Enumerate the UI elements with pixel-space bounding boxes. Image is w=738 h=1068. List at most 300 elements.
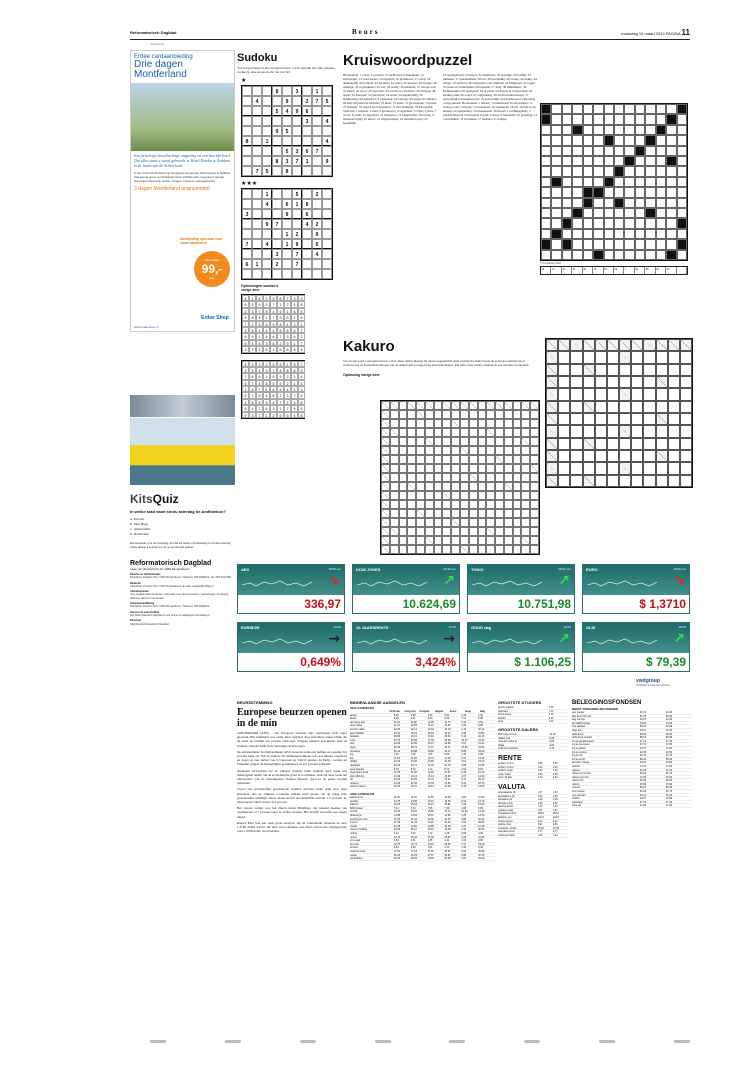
crossword-solution-cell[interactable]: 19 (635, 267, 645, 274)
advert-url[interactable]: www.erdeeshop.nl (134, 325, 159, 329)
crossword-cell[interactable] (656, 166, 666, 176)
kakuro-cell[interactable] (570, 475, 582, 487)
crossword-cell[interactable] (604, 156, 614, 166)
crossword-cell[interactable] (614, 156, 624, 166)
kakuro-cell[interactable] (595, 462, 607, 474)
crossword-cell[interactable] (624, 218, 634, 228)
crossword-cell[interactable] (541, 229, 551, 239)
crossword-cell[interactable] (551, 187, 561, 197)
kakuro-cell[interactable] (631, 425, 643, 437)
kakuro-cell[interactable] (619, 413, 631, 425)
kakuro-cell[interactable] (619, 401, 631, 413)
crossword-cell[interactable] (635, 250, 645, 260)
kakuro-cell[interactable] (570, 462, 582, 474)
kakuro-cell[interactable] (570, 438, 582, 450)
crossword-cell[interactable] (614, 187, 624, 197)
crossword-cell[interactable] (572, 156, 582, 166)
kakuro-cell[interactable] (643, 462, 655, 474)
crossword-cell[interactable] (645, 187, 655, 197)
crossword-cell[interactable] (645, 229, 655, 239)
crossword-cell[interactable] (624, 125, 634, 135)
kakuro-cell[interactable] (607, 438, 619, 450)
kakuro-cell[interactable] (607, 425, 619, 437)
crossword-cell[interactable] (604, 125, 614, 135)
crossword-cell[interactable] (572, 198, 582, 208)
crossword-cell[interactable] (677, 166, 687, 176)
crossword-cell[interactable] (614, 135, 624, 145)
crossword-cell[interactable] (593, 208, 603, 218)
kakuro-cell[interactable] (680, 450, 692, 462)
kakuro-cell[interactable] (583, 388, 595, 400)
crossword-cell[interactable] (666, 198, 676, 208)
kakuro-cell[interactable] (595, 351, 607, 363)
kakuro-cell[interactable] (656, 475, 668, 487)
crossword-cell[interactable] (551, 125, 561, 135)
kakuro-cell[interactable] (680, 425, 692, 437)
kakuro-cell[interactable] (680, 438, 692, 450)
crossword-cell[interactable] (635, 114, 645, 124)
crossword-cell[interactable] (593, 198, 603, 208)
crossword-cell[interactable] (624, 208, 634, 218)
kakuro-cell[interactable] (595, 364, 607, 376)
kakuro-cell[interactable] (656, 388, 668, 400)
crossword-cell[interactable] (604, 250, 614, 260)
kakuro-cell[interactable] (583, 462, 595, 474)
kakuro-cell[interactable] (656, 401, 668, 413)
crossword-cell[interactable] (562, 198, 572, 208)
kakuro-cell[interactable] (570, 351, 582, 363)
crossword-cell[interactable] (645, 250, 655, 260)
crossword-solution-cell[interactable] (677, 267, 687, 274)
kakuro-cell[interactable] (570, 413, 582, 425)
kakuro-cell[interactable] (668, 425, 680, 437)
kakuro-cell[interactable] (583, 376, 595, 388)
crossword-cell[interactable] (614, 250, 624, 260)
kakuro-cell[interactable] (619, 475, 631, 487)
crossword-cell[interactable] (645, 125, 655, 135)
crossword-cell[interactable] (677, 250, 687, 260)
crossword-cell[interactable] (656, 135, 666, 145)
crossword-cell[interactable] (614, 208, 624, 218)
crossword-cell[interactable] (645, 239, 655, 249)
kakuro-cell[interactable] (558, 364, 570, 376)
kakuro-cell[interactable] (619, 376, 631, 388)
crossword-solution-cell[interactable]: 13 (666, 267, 676, 274)
kakuro-cell[interactable] (668, 438, 680, 450)
advertisement[interactable] (130, 50, 235, 332)
crossword-cell[interactable] (624, 135, 634, 145)
crossword-cell[interactable] (541, 187, 551, 197)
market-tile[interactable] (582, 564, 690, 614)
crossword-cell[interactable] (593, 166, 603, 176)
kakuro-cell[interactable] (656, 462, 668, 474)
crossword-cell[interactable] (604, 104, 614, 114)
crossword-cell[interactable] (541, 156, 551, 166)
crossword-cell[interactable] (614, 229, 624, 239)
kakuro-cell[interactable] (570, 401, 582, 413)
crossword-cell[interactable] (551, 104, 561, 114)
kakuro-cell[interactable] (656, 438, 668, 450)
kakuro-cell[interactable] (558, 450, 570, 462)
kakuro-cell[interactable] (643, 438, 655, 450)
crossword-cell[interactable] (635, 177, 645, 187)
crossword-cell[interactable] (656, 146, 666, 156)
kakuro-cell[interactable] (583, 425, 595, 437)
kakuro-cell[interactable] (643, 475, 655, 487)
crossword-cell[interactable] (635, 198, 645, 208)
sudoku-grid-easy[interactable] (241, 85, 333, 177)
market-tile[interactable] (467, 564, 575, 614)
crossword-cell[interactable] (666, 218, 676, 228)
kakuro-cell[interactable] (631, 438, 643, 450)
crossword-cell[interactable] (583, 229, 593, 239)
kakuro-cell[interactable] (668, 376, 680, 388)
kakuro-cell[interactable] (668, 413, 680, 425)
kakuro-cell[interactable] (558, 462, 570, 474)
crossword-cell[interactable] (635, 187, 645, 197)
kakuro-cell[interactable] (631, 364, 643, 376)
crossword-cell[interactable] (614, 146, 624, 156)
kakuro-cell[interactable] (583, 450, 595, 462)
crossword-cell[interactable] (572, 146, 582, 156)
kakuro-cell[interactable] (558, 351, 570, 363)
crossword-cell[interactable] (614, 239, 624, 249)
crossword-cell[interactable] (572, 218, 582, 228)
crossword-cell[interactable] (541, 250, 551, 260)
crossword-cell[interactable] (624, 114, 634, 124)
crossword-cell[interactable] (551, 156, 561, 166)
crossword-cell[interactable] (624, 198, 634, 208)
crossword-cell[interactable] (645, 156, 655, 166)
crossword-cell[interactable] (645, 104, 655, 114)
crossword-cell[interactable] (656, 229, 666, 239)
crossword-cell[interactable] (624, 104, 634, 114)
crossword-cell[interactable] (624, 166, 634, 176)
crossword-cell[interactable] (656, 177, 666, 187)
crossword-cell[interactable] (572, 187, 582, 197)
kakuro-cell[interactable] (607, 351, 619, 363)
kakuro-cell[interactable] (570, 425, 582, 437)
crossword-cell[interactable] (635, 208, 645, 218)
crossword-cell[interactable] (666, 166, 676, 176)
crossword-cell[interactable] (551, 250, 561, 260)
crossword-cell[interactable] (562, 229, 572, 239)
kakuro-cell[interactable] (583, 413, 595, 425)
crossword-cell[interactable] (635, 166, 645, 176)
kakuro-cell[interactable] (656, 364, 668, 376)
crossword-solution-cell[interactable]: 65 (645, 267, 655, 274)
crossword-cell[interactable] (551, 208, 561, 218)
crossword-cell[interactable] (541, 125, 551, 135)
kakuro-cell[interactable] (631, 376, 643, 388)
kakuro-cell[interactable] (558, 425, 570, 437)
crossword-cell[interactable] (541, 218, 551, 228)
crossword-cell[interactable] (562, 146, 572, 156)
crossword-cell[interactable] (645, 146, 655, 156)
crossword-cell[interactable] (666, 125, 676, 135)
crossword-cell[interactable] (593, 135, 603, 145)
crossword-solution-strip[interactable] (540, 266, 688, 275)
crossword-cell[interactable] (562, 187, 572, 197)
crossword-cell[interactable] (614, 114, 624, 124)
crossword-cell[interactable] (541, 135, 551, 145)
kakuro-cell[interactable] (607, 450, 619, 462)
crossword-cell[interactable] (624, 177, 634, 187)
crossword-cell[interactable] (583, 250, 593, 260)
crossword-cell[interactable] (604, 198, 614, 208)
kakuro-cell[interactable] (631, 388, 643, 400)
crossword-cell[interactable] (614, 177, 624, 187)
crossword-cell[interactable] (635, 239, 645, 249)
crossword-cell[interactable] (656, 156, 666, 166)
crossword-cell[interactable] (583, 125, 593, 135)
crossword-cell[interactable] (583, 208, 593, 218)
crossword-cell[interactable] (624, 239, 634, 249)
crossword-cell[interactable] (656, 250, 666, 260)
crossword-cell[interactable] (583, 146, 593, 156)
crossword-cell[interactable] (635, 135, 645, 145)
crossword-cell[interactable] (562, 125, 572, 135)
crossword-cell[interactable] (656, 208, 666, 218)
crossword-cell[interactable] (677, 187, 687, 197)
crossword-cell[interactable] (604, 166, 614, 176)
kakuro-cell[interactable] (680, 376, 692, 388)
crossword-cell[interactable] (583, 177, 593, 187)
crossword-cell[interactable] (624, 146, 634, 156)
kakuro-cell[interactable] (619, 450, 631, 462)
crossword-cell[interactable] (614, 104, 624, 114)
crossword-cell[interactable] (541, 198, 551, 208)
crossword-cell[interactable] (677, 156, 687, 166)
kakuro-cell[interactable] (668, 450, 680, 462)
crossword-cell[interactable] (583, 239, 593, 249)
crossword-cell[interactable] (677, 114, 687, 124)
kakuro-cell[interactable] (668, 364, 680, 376)
crossword-cell[interactable] (656, 114, 666, 124)
crossword-cell[interactable] (645, 114, 655, 124)
kakuro-cell[interactable] (643, 401, 655, 413)
kakuro-cell[interactable] (631, 450, 643, 462)
kakuro-cell[interactable] (643, 364, 655, 376)
crossword-cell[interactable] (677, 125, 687, 135)
crossword-cell[interactable] (593, 104, 603, 114)
crossword-cell[interactable] (593, 239, 603, 249)
crossword-cell[interactable] (593, 177, 603, 187)
kakuro-cell[interactable] (680, 475, 692, 487)
crossword-cell[interactable] (604, 146, 614, 156)
kakuro-cell[interactable] (680, 364, 692, 376)
kakuro-cell[interactable] (607, 364, 619, 376)
crossword-cell[interactable] (551, 198, 561, 208)
crossword-cell[interactable] (562, 135, 572, 145)
kakuro-cell[interactable] (631, 475, 643, 487)
crossword-cell[interactable] (614, 218, 624, 228)
crossword-cell[interactable] (635, 125, 645, 135)
kakuro-cell[interactable] (595, 450, 607, 462)
crossword-cell[interactable] (593, 125, 603, 135)
kakuro-grid[interactable] (545, 338, 693, 488)
crossword-cell[interactable] (562, 166, 572, 176)
kakuro-cell[interactable] (668, 401, 680, 413)
kakuro-cell[interactable] (643, 351, 655, 363)
market-tile[interactable] (237, 622, 345, 672)
crossword-cell[interactable] (551, 146, 561, 156)
kakuro-cell[interactable] (680, 413, 692, 425)
crossword-cell[interactable] (562, 104, 572, 114)
crossword-cell[interactable] (572, 177, 582, 187)
crossword-cell[interactable] (645, 177, 655, 187)
crossword-cell[interactable] (645, 166, 655, 176)
crossword-grid[interactable] (540, 103, 688, 261)
crossword-cell[interactable] (656, 187, 666, 197)
crossword-cell[interactable] (562, 114, 572, 124)
crossword-cell[interactable] (666, 135, 676, 145)
kakuro-cell[interactable] (643, 388, 655, 400)
crossword-cell[interactable] (645, 198, 655, 208)
crossword-cell[interactable] (624, 187, 634, 197)
kakuro-cell[interactable] (643, 376, 655, 388)
crossword-cell[interactable] (604, 218, 614, 228)
kakuro-cell[interactable] (595, 425, 607, 437)
crossword-cell[interactable] (541, 177, 551, 187)
kakuro-cell[interactable] (595, 413, 607, 425)
crossword-solution-cell[interactable]: 31 (572, 267, 582, 274)
kakuro-cell[interactable] (607, 413, 619, 425)
market-tile[interactable] (582, 622, 690, 672)
sudoku-grid-hard[interactable] (241, 188, 333, 280)
crossword-cell[interactable] (604, 208, 614, 218)
crossword-solution-cell[interactable]: 60 (614, 267, 624, 274)
kakuro-cell[interactable] (680, 462, 692, 474)
crossword-cell[interactable] (666, 229, 676, 239)
kakuro-cell[interactable] (680, 351, 692, 363)
kakuro-cell[interactable] (607, 376, 619, 388)
crossword-cell[interactable] (635, 218, 645, 228)
crossword-solution-cell[interactable]: 17 (551, 267, 561, 274)
crossword-cell[interactable] (583, 135, 593, 145)
crossword-cell[interactable] (562, 250, 572, 260)
crossword-cell[interactable] (551, 239, 561, 249)
kakuro-cell[interactable] (570, 376, 582, 388)
kakuro-cell[interactable] (607, 388, 619, 400)
crossword-cell[interactable] (656, 218, 666, 228)
crossword-cell[interactable] (677, 177, 687, 187)
crossword-cell[interactable] (624, 250, 634, 260)
crossword-cell[interactable] (604, 114, 614, 124)
crossword-cell[interactable] (677, 135, 687, 145)
kakuro-cell[interactable] (680, 401, 692, 413)
kakuro-cell[interactable] (680, 388, 692, 400)
crossword-cell[interactable] (562, 208, 572, 218)
crossword-cell[interactable] (562, 177, 572, 187)
crossword-cell[interactable] (645, 218, 655, 228)
crossword-cell[interactable] (666, 208, 676, 218)
kakuro-cell[interactable] (595, 438, 607, 450)
kakuro-cell[interactable] (570, 364, 582, 376)
crossword-cell[interactable] (593, 146, 603, 156)
kakuro-cell[interactable] (558, 475, 570, 487)
crossword-cell[interactable] (635, 104, 645, 114)
crossword-cell[interactable] (656, 104, 666, 114)
kakuro-cell[interactable] (595, 401, 607, 413)
crossword-cell[interactable] (677, 229, 687, 239)
crossword-solution-cell[interactable]: 74 (593, 267, 603, 274)
kakuro-cell[interactable] (643, 425, 655, 437)
crossword-cell[interactable] (541, 166, 551, 176)
crossword-cell[interactable] (593, 114, 603, 124)
kakuro-cell[interactable] (656, 425, 668, 437)
market-tile[interactable] (352, 622, 460, 672)
crossword-cell[interactable] (572, 250, 582, 260)
kakuro-cell[interactable] (631, 351, 643, 363)
kakuro-cell[interactable] (643, 413, 655, 425)
crossword-cell[interactable] (677, 198, 687, 208)
crossword-cell[interactable] (593, 156, 603, 166)
kakuro-cell[interactable] (595, 475, 607, 487)
market-tile[interactable] (467, 622, 575, 672)
crossword-cell[interactable] (572, 239, 582, 249)
crossword-cell[interactable] (583, 166, 593, 176)
kakuro-cell[interactable] (619, 364, 631, 376)
kakuro-cell[interactable] (595, 388, 607, 400)
kakuro-cell[interactable] (595, 376, 607, 388)
crossword-solution-cell[interactable]: 42 (541, 267, 551, 274)
crossword-cell[interactable] (666, 104, 676, 114)
crossword-cell[interactable] (551, 135, 561, 145)
market-tile[interactable] (352, 564, 460, 614)
crossword-solution-cell[interactable]: 44 (583, 267, 593, 274)
kakuro-cell[interactable] (668, 462, 680, 474)
kakuro-cell[interactable] (631, 401, 643, 413)
crossword-cell[interactable] (541, 146, 551, 156)
crossword-cell[interactable] (583, 104, 593, 114)
crossword-cell[interactable] (677, 146, 687, 156)
kakuro-cell[interactable] (668, 351, 680, 363)
kakuro-cell[interactable] (570, 450, 582, 462)
crossword-solution-cell[interactable]: 13 (562, 267, 572, 274)
kakuro-cell[interactable] (668, 388, 680, 400)
kakuro-cell[interactable] (631, 413, 643, 425)
crossword-cell[interactable] (635, 229, 645, 239)
crossword-solution-cell[interactable]: 22 (656, 267, 666, 274)
kakuro-cell[interactable] (570, 388, 582, 400)
kakuro-cell[interactable] (656, 351, 668, 363)
kakuro-cell[interactable] (607, 475, 619, 487)
kakuro-cell[interactable] (558, 388, 570, 400)
kakuro-cell[interactable] (558, 376, 570, 388)
kakuro-cell[interactable] (631, 462, 643, 474)
crossword-cell[interactable] (604, 239, 614, 249)
crossword-cell[interactable] (572, 104, 582, 114)
crossword-cell[interactable] (583, 156, 593, 166)
crossword-cell[interactable] (551, 218, 561, 228)
kakuro-cell[interactable] (643, 450, 655, 462)
crossword-cell[interactable] (656, 198, 666, 208)
crossword-cell[interactable] (624, 229, 634, 239)
quiz-option[interactable] (130, 532, 235, 537)
crossword-cell[interactable] (572, 114, 582, 124)
crossword-cell[interactable] (614, 125, 624, 135)
crossword-cell[interactable] (593, 229, 603, 239)
crossword-cell[interactable] (551, 114, 561, 124)
kakuro-cell[interactable] (607, 462, 619, 474)
kakuro-cell[interactable] (668, 475, 680, 487)
crossword-cell[interactable] (666, 239, 676, 249)
kakuro-cell[interactable] (558, 401, 570, 413)
crossword-cell[interactable] (583, 114, 593, 124)
crossword-cell[interactable] (572, 166, 582, 176)
crossword-cell[interactable] (562, 156, 572, 166)
